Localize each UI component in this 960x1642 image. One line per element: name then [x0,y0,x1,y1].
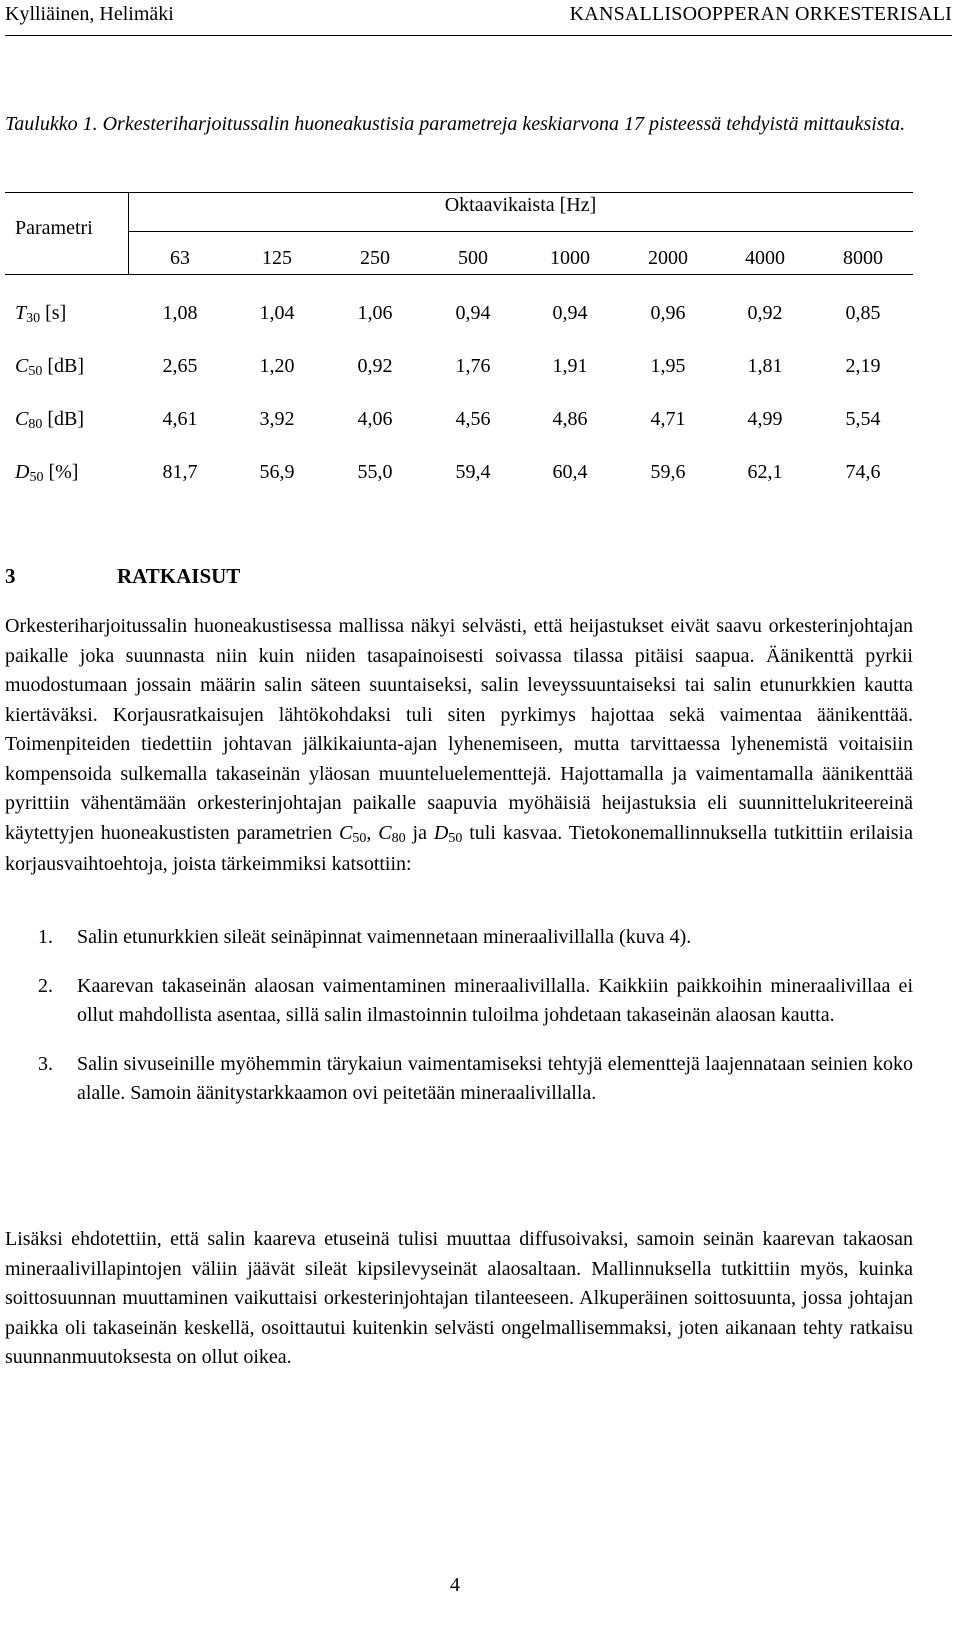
table-cell: 5,54 [845,408,881,430]
table-cell: 1,04 [259,302,295,324]
section-number: 3 [5,564,16,588]
c-symbol: C [338,821,353,844]
row-unit: [dB] [47,408,85,430]
row-symbol: T [15,302,27,324]
row-subscript: 80 [28,417,43,432]
table-header-rule [5,274,913,275]
table-cell: 1,08 [162,302,198,324]
row-subscript: 50 [28,364,43,379]
paragraph-segment: Orkesteriharjoitussalin huoneakustisessa mallissa näkyi selvästi, että heijastukset eivät saavu orkesterinjohtajan paikalle joka suunnasta niin kuin niiden tasapainoisesti soivassa tilassa pitäisi saapua. Äänikenttä pyrkii muodostumaan jossain määrin salin säteen suuntaiseksi, salin leveyssuuntaiseksi tai salin etunurkkien kautta kiertäväksi. Korjausratkaisujen lähtökohdaksi tuli siten pyrkimys hajottaa sekä vaimentaa äänikenttää. Toimenpiteiden tiedettiin johtavan jälkikaiunta-ajan lyhenemiseen, mutta tarvittaessa lyhenemistä voitaisiin kompensoida sulkemalla takaseinän yläosan muunteluelementtejä. Hajottamalla ja vaimentamalla äänikenttää pyrittiin vähentämään orkesterinjohtajan paikalle saapuvia myöhäisiä heijastuksia eli suunnittelukriteereinä käytettyjen huoneakustisten parametrien [5,615,913,844]
paragraph-segment: tuli kasvaa. Tietokonemallinnuksella tutkittiin erilaisia korjausvaihtoehtoja, joista tärkeimmiksi katsottiin: [5,821,913,875]
d50-subscript: 50 [448,830,463,846]
frequency-4000: 4000 [745,247,785,269]
list-text: Salin sivuseinille myöhemmin tärykaiun vaimentamiseksi tehtyjä elementtejä laajennataan seinien koko alalle. Samoin äänitystarkkaamon ovi peitetään mineraalivillalla. [77,1052,913,1104]
table-cell: 1,20 [259,355,295,377]
table-cell: 60,4 [552,461,588,483]
table-cell: 4,99 [747,408,783,430]
table-cell: 62,1 [747,461,783,483]
c-symbol: C [378,821,392,844]
header-authors: Kylliäinen, Helimäki [5,3,174,25]
table-cell: 74,6 [845,461,881,483]
table-cell: 4,06 [357,408,393,430]
c80-subscript: 80 [391,830,406,846]
frequency-500: 500 [458,247,488,269]
table-cell: 1,06 [357,302,393,324]
list-item [5,972,913,1031]
frequency-63: 63 [170,247,190,269]
row-unit: [%] [48,461,79,483]
row-unit: [dB] [47,355,85,377]
table-cell: 1,76 [455,355,491,377]
page-number: 4 [450,1574,460,1596]
row-unit: [s] [45,302,67,324]
header-title: KANSALLISOOPPERAN ORKESTERISALI [569,3,952,25]
table-cell: 0,92 [747,302,783,324]
frequency-1000: 1000 [550,247,590,269]
frequency-2000: 2000 [648,247,688,269]
running-header [5,2,952,32]
table-cell: 0,94 [552,302,588,324]
parameter-table [5,178,913,508]
row-label [15,354,84,381]
table-cell: 0,96 [650,302,686,324]
d-symbol: D [433,821,449,844]
row-symbol: D [15,461,30,483]
octave-band-header: Oktaavikaista [Hz] [444,194,597,216]
table-band-rule [128,231,913,232]
row-subscript: 30 [26,311,41,326]
row-symbol: C [15,408,29,430]
body-paragraph-1 [5,612,913,880]
table-cell: 0,92 [357,355,393,377]
section-title: RATKAISUT [117,564,241,588]
section-heading [5,563,240,589]
table-cell: 4,86 [552,408,588,430]
separator: ja [405,821,434,844]
table-cell: 56,9 [259,461,295,483]
c50-subscript: 50 [352,830,367,846]
table-caption: Taulukko 1. Orkesteriharjoitussalin huoneakustisia parametreja keskiarvona 17 pisteessä tehdyistä mittauksista. [5,113,906,135]
list-marker: 3. [38,1052,53,1075]
table-cell: 4,71 [650,408,686,430]
row-label [15,301,66,328]
table-cell: 0,94 [455,302,491,324]
frequency-8000: 8000 [843,247,883,269]
table-cell: 4,56 [455,408,491,430]
table-cell: 2,19 [845,355,881,377]
table-cell: 55,0 [357,461,393,483]
table-cell: 81,7 [162,461,198,483]
table-cell: 3,92 [259,408,295,430]
list-marker: 1. [38,926,53,948]
paragraph-text: Lisäksi ehdotettiin, että salin kaareva etuseinä tulisi muuttaa diffusoivaksi, samoin seinän kaarevan takaosan mineraalivillapintojen väliin jäävät sileät kipsilevyseinät alaosaltaan. Mallinnuksella tutkittiin myös, kuinka soittosuunnan muuttaminen vaikuttaisi orkesterinjohtajan tilanteeseen. Alkuperäinen soittosuunta, jossa johtajan paikka oli takaseinän keskellä, osoittautui kuitenkin selvästi ongelmallisemmaksi, joten aikanaan tehty ratkaisu suunnanmuutoksesta on ollut oikea. [5,1228,913,1368]
frequency-125: 125 [262,247,292,269]
header-rule [5,35,952,36]
measures-list [5,923,913,1128]
table-cell: 0,85 [845,302,881,324]
list-marker: 2. [38,974,53,997]
table-cell: 1,91 [552,355,588,377]
row-label [15,460,78,487]
table-cell: 1,95 [650,355,686,377]
table-cell: 59,4 [455,461,491,483]
separator: , [366,821,379,844]
list-text: Kaarevan takaseinän alaosan vaimentaminen mineraalivillalla. Kaikkiin paikkoihin mineraalivillaa ei ollut mahdollista asentaa, sillä salin ilmastoinnin tuloilma johdetaan takaseinän alaosan kautta. [77,974,913,1026]
table-cell: 59,6 [650,461,686,483]
frequency-250: 250 [360,247,390,269]
table-cell: 2,65 [162,355,198,377]
table-cell: 4,61 [162,408,198,430]
paragraph-text [5,612,913,880]
row-subscript: 50 [29,470,44,485]
list-text: Salin etunurkkien sileät seinäpinnat vaimennetaan mineraalivillalla (kuva 4). [77,926,692,948]
parameter-column-header: Parametri [15,217,93,239]
body-paragraph-2 [5,1225,913,1373]
row-symbol: C [15,355,29,377]
row-label [15,407,84,434]
list-item [5,1050,913,1109]
list-item [5,923,913,953]
table-cell: 1,81 [747,355,783,377]
